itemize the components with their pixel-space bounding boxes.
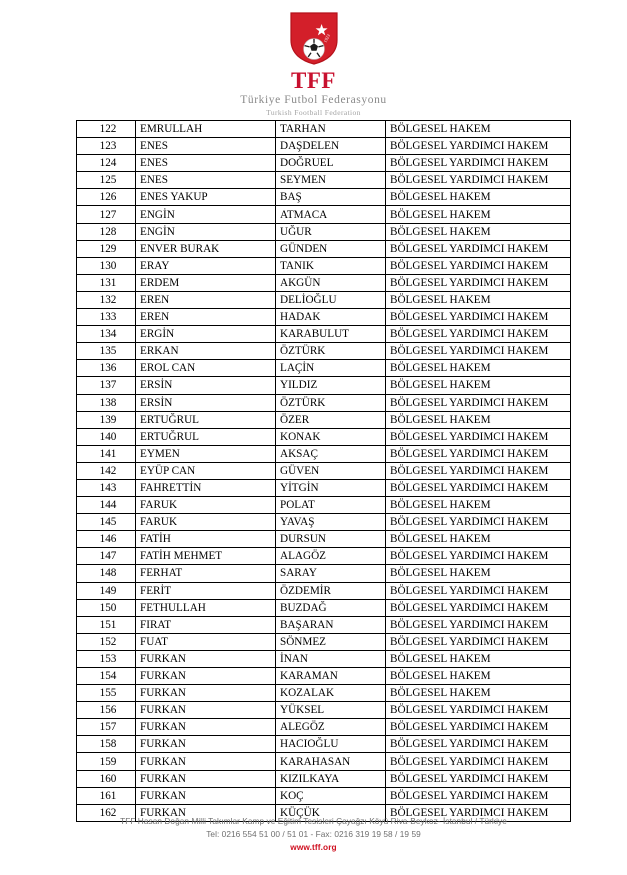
- cell-category: BÖLGESEL YARDIMCI HAKEM: [386, 172, 571, 189]
- cell-first-name: EREN: [136, 291, 276, 308]
- table-row: [77, 685, 571, 702]
- cell-number: 141: [77, 445, 136, 462]
- cell-category: BÖLGESEL HAKEM: [386, 206, 571, 223]
- cell-first-name: FURKAN: [136, 804, 276, 821]
- cell-number: 157: [77, 719, 136, 736]
- cell-category: BÖLGESEL YARDIMCI HAKEM: [386, 616, 571, 633]
- cell-first-name: ENES: [136, 172, 276, 189]
- table-row: [77, 257, 571, 274]
- cell-category: BÖLGESEL YARDIMCI HAKEM: [386, 479, 571, 496]
- table-row: [77, 206, 571, 223]
- cell-last-name: AKSAÇ: [276, 445, 386, 462]
- table-row: [77, 343, 571, 360]
- cell-first-name: ENES YAKUP: [136, 189, 276, 206]
- cell-first-name: EYÜP CAN: [136, 462, 276, 479]
- cell-first-name: FURKAN: [136, 702, 276, 719]
- cell-number: 150: [77, 599, 136, 616]
- cell-last-name: DELİOĞLU: [276, 291, 386, 308]
- cell-number: 139: [77, 411, 136, 428]
- federation-name-turkish: Türkiye Futbol Federasyonu: [240, 94, 387, 107]
- cell-number: 131: [77, 274, 136, 291]
- cell-category: BÖLGESEL YARDIMCI HAKEM: [386, 274, 571, 291]
- cell-last-name: ÖZTÜRK: [276, 394, 386, 411]
- cell-last-name: BAŞ: [276, 189, 386, 206]
- cell-first-name: ERTUĞRUL: [136, 428, 276, 445]
- table-row: [77, 291, 571, 308]
- cell-last-name: KOÇ: [276, 787, 386, 804]
- cell-last-name: LAÇİN: [276, 360, 386, 377]
- cell-category: BÖLGESEL YARDIMCI HAKEM: [386, 736, 571, 753]
- cell-first-name: FERİT: [136, 582, 276, 599]
- table-row: [77, 309, 571, 326]
- cell-number: 151: [77, 616, 136, 633]
- cell-last-name: KARAHASAN: [276, 753, 386, 770]
- cell-last-name: KIZILKAYA: [276, 770, 386, 787]
- cell-last-name: UĞUR: [276, 223, 386, 240]
- cell-first-name: FURKAN: [136, 650, 276, 667]
- cell-category: BÖLGESEL HAKEM: [386, 497, 571, 514]
- cell-first-name: FURKAN: [136, 770, 276, 787]
- cell-first-name: ERSİN: [136, 377, 276, 394]
- table-row: [77, 479, 571, 496]
- cell-category: BÖLGESEL HAKEM: [386, 411, 571, 428]
- table-body: [77, 121, 571, 822]
- cell-category: BÖLGESEL YARDIMCI HAKEM: [386, 753, 571, 770]
- cell-category: BÖLGESEL YARDIMCI HAKEM: [386, 548, 571, 565]
- cell-category: BÖLGESEL HAKEM: [386, 650, 571, 667]
- cell-category: BÖLGESEL YARDIMCI HAKEM: [386, 240, 571, 257]
- cell-category: BÖLGESEL YARDIMCI HAKEM: [386, 428, 571, 445]
- cell-first-name: FURKAN: [136, 719, 276, 736]
- cell-first-name: ENGİN: [136, 223, 276, 240]
- cell-category: BÖLGESEL HAKEM: [386, 565, 571, 582]
- footer-address: TFF Hasan Doğan Milli Takımlar Kamp ve Eğitim Tesisleri Çayağzı Köyü Riva-Beykoz- İstanbul / Türkiye: [120, 816, 507, 826]
- table-row: [77, 650, 571, 667]
- cell-first-name: FERHAT: [136, 565, 276, 582]
- table-row: [77, 616, 571, 633]
- cell-number: 153: [77, 650, 136, 667]
- table-row: [77, 582, 571, 599]
- cell-first-name: ERSİN: [136, 394, 276, 411]
- cell-first-name: FUAT: [136, 633, 276, 650]
- cell-number: 146: [77, 531, 136, 548]
- cell-category: BÖLGESEL HAKEM: [386, 360, 571, 377]
- cell-category: BÖLGESEL YARDIMCI HAKEM: [386, 633, 571, 650]
- table-row: [77, 377, 571, 394]
- cell-number: 155: [77, 685, 136, 702]
- cell-number: 135: [77, 343, 136, 360]
- cell-first-name: FURKAN: [136, 685, 276, 702]
- cell-first-name: EMRULLAH: [136, 121, 276, 138]
- cell-first-name: FURKAN: [136, 668, 276, 685]
- cell-first-name: EROL CAN: [136, 360, 276, 377]
- cell-number: 152: [77, 633, 136, 650]
- cell-last-name: ÖZDEMİR: [276, 582, 386, 599]
- cell-category: BÖLGESEL YARDIMCI HAKEM: [386, 257, 571, 274]
- cell-first-name: FURKAN: [136, 787, 276, 804]
- cell-first-name: ENGİN: [136, 206, 276, 223]
- cell-last-name: SEYMEN: [276, 172, 386, 189]
- cell-number: 123: [77, 138, 136, 155]
- cell-number: 137: [77, 377, 136, 394]
- cell-number: 160: [77, 770, 136, 787]
- cell-first-name: ERAY: [136, 257, 276, 274]
- cell-number: 134: [77, 326, 136, 343]
- cell-number: 143: [77, 479, 136, 496]
- table-row: [77, 462, 571, 479]
- table-row: [77, 787, 571, 804]
- cell-last-name: İNAN: [276, 650, 386, 667]
- cell-number: 145: [77, 514, 136, 531]
- cell-category: BÖLGESEL HAKEM: [386, 291, 571, 308]
- cell-first-name: FURKAN: [136, 753, 276, 770]
- cell-number: 140: [77, 428, 136, 445]
- footer-website-link[interactable]: www.tff.org: [290, 842, 337, 852]
- cell-number: 156: [77, 702, 136, 719]
- cell-last-name: ÖZTÜRK: [276, 343, 386, 360]
- cell-first-name: ERGİN: [136, 326, 276, 343]
- table-row: [77, 770, 571, 787]
- cell-last-name: DAŞDELEN: [276, 138, 386, 155]
- cell-number: 148: [77, 565, 136, 582]
- table-row: [77, 189, 571, 206]
- cell-number: 154: [77, 668, 136, 685]
- cell-number: 124: [77, 155, 136, 172]
- cell-number: 128: [77, 223, 136, 240]
- cell-last-name: KARABULUT: [276, 326, 386, 343]
- cell-category: BÖLGESEL YARDIMCI HAKEM: [386, 394, 571, 411]
- cell-category: BÖLGESEL HAKEM: [386, 668, 571, 685]
- table-row: [77, 514, 571, 531]
- cell-last-name: BAŞARAN: [276, 616, 386, 633]
- table-row: [77, 445, 571, 462]
- footer-contact: Tel: 0216 554 51 00 / 51 01 - Fax: 0216 319 19 58 / 19 59: [206, 828, 421, 839]
- cell-first-name: FARUK: [136, 497, 276, 514]
- table-row: [77, 274, 571, 291]
- cell-number: 161: [77, 787, 136, 804]
- table-row: [77, 736, 571, 753]
- table-row: [77, 668, 571, 685]
- cell-last-name: KOZALAK: [276, 685, 386, 702]
- cell-first-name: ERTUĞRUL: [136, 411, 276, 428]
- table-row: [77, 121, 571, 138]
- cell-first-name: ENVER BURAK: [136, 240, 276, 257]
- table-row: [77, 138, 571, 155]
- cell-number: 159: [77, 753, 136, 770]
- cell-last-name: SARAY: [276, 565, 386, 582]
- cell-last-name: HADAK: [276, 309, 386, 326]
- cell-category: BÖLGESEL YARDIMCI HAKEM: [386, 719, 571, 736]
- svg-text:1923: 1923: [321, 33, 331, 44]
- table-row: [77, 497, 571, 514]
- cell-category: BÖLGESEL HAKEM: [386, 531, 571, 548]
- cell-last-name: YILDIZ: [276, 377, 386, 394]
- table-row: [77, 531, 571, 548]
- tff-crest-icon: [288, 10, 340, 66]
- cell-last-name: ALEGÖZ: [276, 719, 386, 736]
- cell-category: BÖLGESEL YARDIMCI HAKEM: [386, 702, 571, 719]
- document-footer: [0, 815, 627, 854]
- cell-last-name: HACIOĞLU: [276, 736, 386, 753]
- table-row: [77, 394, 571, 411]
- table-row: [77, 326, 571, 343]
- cell-category: BÖLGESEL YARDIMCI HAKEM: [386, 309, 571, 326]
- cell-last-name: POLAT: [276, 497, 386, 514]
- cell-number: 133: [77, 309, 136, 326]
- table-row: [77, 633, 571, 650]
- cell-first-name: FURKAN: [136, 736, 276, 753]
- cell-number: 129: [77, 240, 136, 257]
- cell-last-name: BUZDAĞ: [276, 599, 386, 616]
- table-row: [77, 599, 571, 616]
- cell-number: 149: [77, 582, 136, 599]
- table-row: [77, 753, 571, 770]
- cell-number: 127: [77, 206, 136, 223]
- cell-number: 126: [77, 189, 136, 206]
- cell-last-name: TARHAN: [276, 121, 386, 138]
- cell-first-name: FATİH: [136, 531, 276, 548]
- cell-category: BÖLGESEL YARDIMCI HAKEM: [386, 804, 571, 821]
- table-row: [77, 360, 571, 377]
- cell-last-name: ALAGÖZ: [276, 548, 386, 565]
- cell-last-name: SÖNMEZ: [276, 633, 386, 650]
- cell-last-name: GÜNDEN: [276, 240, 386, 257]
- cell-first-name: ERDEM: [136, 274, 276, 291]
- cell-number: 130: [77, 257, 136, 274]
- cell-last-name: ÖZER: [276, 411, 386, 428]
- cell-first-name: ERKAN: [136, 343, 276, 360]
- cell-first-name: FIRAT: [136, 616, 276, 633]
- cell-first-name: EYMEN: [136, 445, 276, 462]
- cell-last-name: GÜVEN: [276, 462, 386, 479]
- cell-first-name: FARUK: [136, 514, 276, 531]
- cell-number: 158: [77, 736, 136, 753]
- cell-category: BÖLGESEL YARDIMCI HAKEM: [386, 787, 571, 804]
- cell-first-name: FAHRETTİN: [136, 479, 276, 496]
- cell-number: 144: [77, 497, 136, 514]
- cell-last-name: YİTGİN: [276, 479, 386, 496]
- table-row: [77, 411, 571, 428]
- cell-category: BÖLGESEL YARDIMCI HAKEM: [386, 770, 571, 787]
- cell-category: BÖLGESEL HAKEM: [386, 223, 571, 240]
- cell-category: BÖLGESEL HAKEM: [386, 377, 571, 394]
- table-row: [77, 240, 571, 257]
- cell-number: 122: [77, 121, 136, 138]
- cell-category: BÖLGESEL YARDIMCI HAKEM: [386, 445, 571, 462]
- cell-last-name: DOĞRUEL: [276, 155, 386, 172]
- cell-category: BÖLGESEL YARDIMCI HAKEM: [386, 155, 571, 172]
- cell-last-name: KÜÇÜK: [276, 804, 386, 821]
- cell-number: 125: [77, 172, 136, 189]
- cell-category: BÖLGESEL YARDIMCI HAKEM: [386, 514, 571, 531]
- cell-category: BÖLGESEL HAKEM: [386, 121, 571, 138]
- cell-last-name: KONAK: [276, 428, 386, 445]
- cell-last-name: YAVAŞ: [276, 514, 386, 531]
- table-row: [77, 719, 571, 736]
- cell-number: 132: [77, 291, 136, 308]
- table-row: [77, 223, 571, 240]
- cell-category: BÖLGESEL YARDIMCI HAKEM: [386, 599, 571, 616]
- cell-category: BÖLGESEL YARDIMCI HAKEM: [386, 582, 571, 599]
- cell-number: 142: [77, 462, 136, 479]
- table-row: [77, 702, 571, 719]
- cell-first-name: FATİH MEHMET: [136, 548, 276, 565]
- cell-last-name: AKGÜN: [276, 274, 386, 291]
- referee-list-table: [76, 120, 571, 822]
- cell-first-name: ENES: [136, 155, 276, 172]
- cell-category: BÖLGESEL HAKEM: [386, 685, 571, 702]
- cell-first-name: FETHULLAH: [136, 599, 276, 616]
- federation-name-english: Turkish Football Federation: [266, 107, 361, 117]
- cell-last-name: TANIK: [276, 257, 386, 274]
- cell-last-name: ATMACA: [276, 206, 386, 223]
- cell-category: BÖLGESEL YARDIMCI HAKEM: [386, 462, 571, 479]
- cell-category: BÖLGESEL YARDIMCI HAKEM: [386, 326, 571, 343]
- cell-number: 136: [77, 360, 136, 377]
- cell-category: BÖLGESEL YARDIMCI HAKEM: [386, 138, 571, 155]
- cell-category: BÖLGESEL HAKEM: [386, 189, 571, 206]
- table-row: [77, 548, 571, 565]
- table-row: [77, 428, 571, 445]
- cell-last-name: DURSUN: [276, 531, 386, 548]
- table-row: [77, 172, 571, 189]
- referee-list-table-container: [76, 120, 552, 822]
- cell-number: 162: [77, 804, 136, 821]
- cell-category: BÖLGESEL YARDIMCI HAKEM: [386, 343, 571, 360]
- tff-acronym: TFF: [291, 68, 336, 93]
- cell-first-name: EREN: [136, 309, 276, 326]
- cell-number: 147: [77, 548, 136, 565]
- cell-last-name: KARAMAN: [276, 668, 386, 685]
- table-row: [77, 565, 571, 582]
- cell-first-name: ENES: [136, 138, 276, 155]
- document-header: [0, 10, 627, 117]
- cell-last-name: YÜKSEL: [276, 702, 386, 719]
- cell-number: 138: [77, 394, 136, 411]
- table-row: [77, 155, 571, 172]
